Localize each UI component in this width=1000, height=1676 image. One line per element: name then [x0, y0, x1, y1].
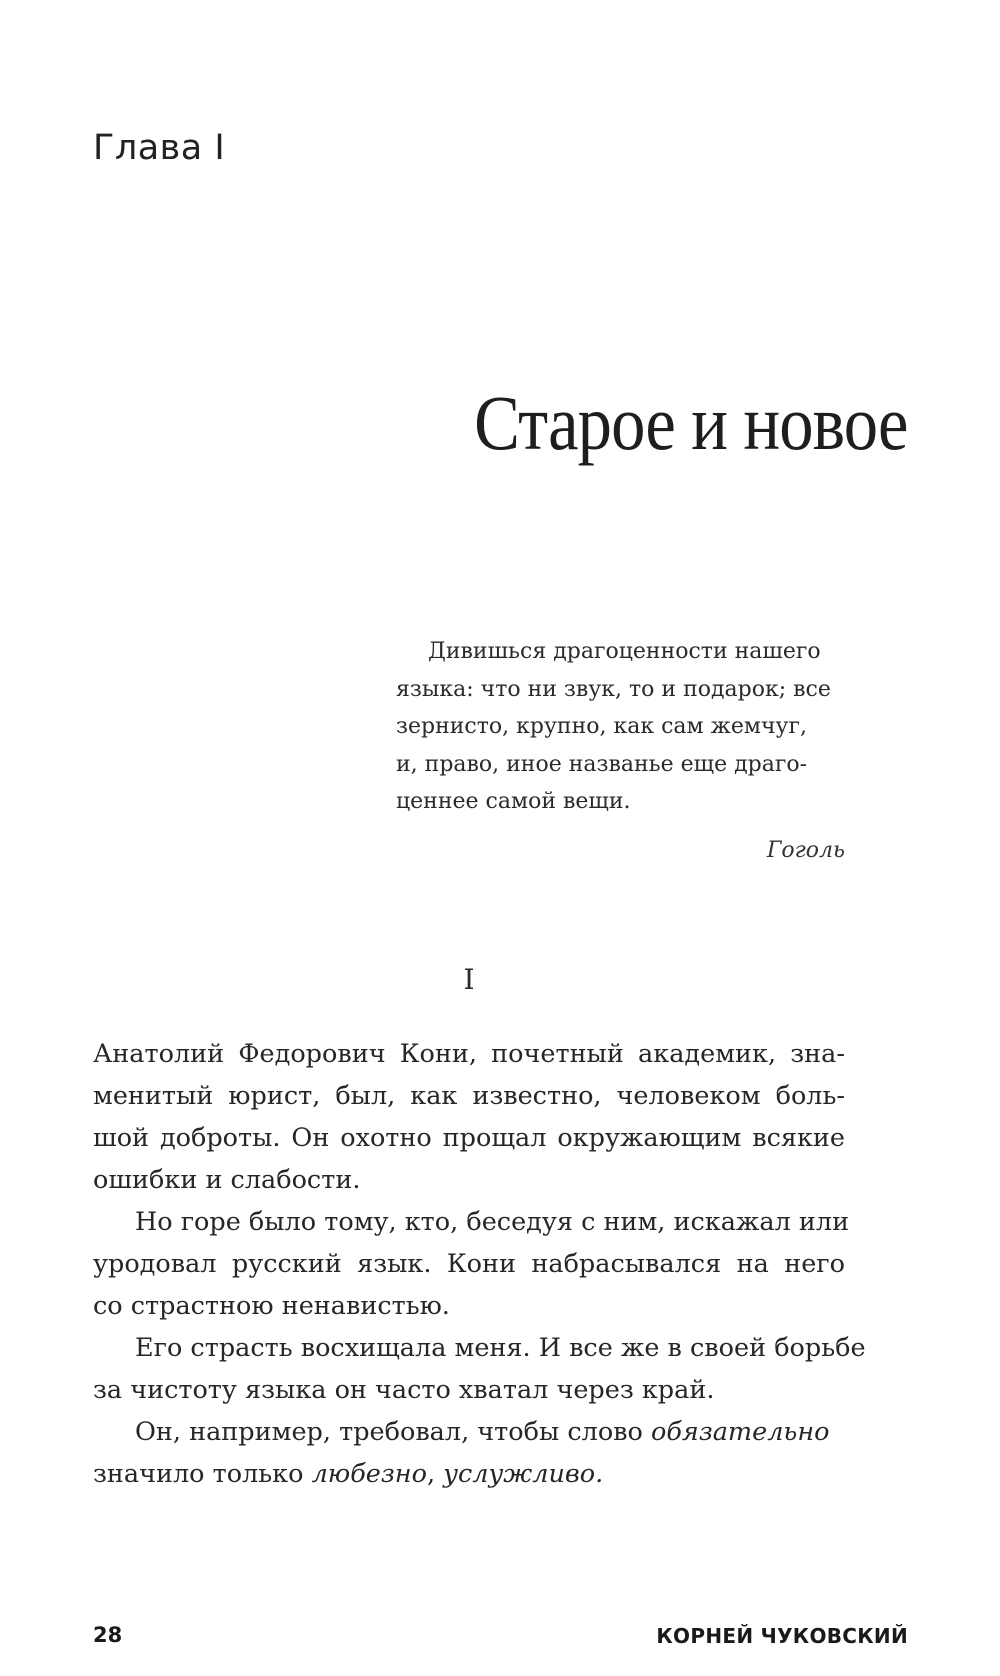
paragraph [93, 1033, 845, 1201]
text-line: за чистоту языка он часто хватал через край. [93, 1375, 715, 1405]
epigraph [396, 633, 846, 821]
body-text [93, 1033, 866, 1495]
page-number: 28 [93, 1623, 123, 1647]
italic-word: любезно [311, 1459, 427, 1489]
section-number: I [463, 963, 475, 996]
chapter-label: Глава I [93, 128, 226, 168]
epigraph-author: Гоголь [766, 838, 845, 863]
chapter-title: Старое и новое [474, 379, 908, 466]
italic-word: услужливо. [443, 1459, 604, 1489]
text-line: Но горе было тому, кто, беседуя с ним, искажал или [135, 1207, 850, 1237]
text-line: Его страсть восхищала меня. И все же в своей борьбе [135, 1333, 866, 1363]
paragraph [93, 1201, 850, 1327]
epigraph-line: и, право, иное названье еще драго- [396, 751, 808, 777]
text-line: ошибки и слабости. [93, 1165, 361, 1195]
epigraph-line: Дивишься драгоценности нашего [428, 639, 821, 664]
italic-word: обязательно [651, 1417, 830, 1447]
text-run: , [426, 1459, 444, 1489]
paragraph [93, 1327, 866, 1411]
paragraph [93, 1411, 845, 1495]
text-line: Анатолий Федорович Кони, почетный академик, зна- [93, 1039, 845, 1069]
text-run: Он, например, требовал, чтобы слово [135, 1417, 652, 1447]
text-line: уродовал русский язык. Кони набрасывался на него [93, 1249, 845, 1279]
epigraph-text [396, 633, 846, 821]
running-footer-author: КОРНЕЙ ЧУКОВСКИЙ [656, 1624, 908, 1648]
epigraph-line: языка: что ни звук, то и подарок; все [396, 676, 831, 702]
text-line: менитый юрист, был, как известно, человеком боль- [93, 1081, 845, 1111]
text-line [93, 1411, 845, 1453]
text-line: со страстною ненавистью. [93, 1291, 450, 1321]
text-line: шой доброты. Он охотно прощал окружающим всякие [93, 1123, 845, 1153]
text-run: значило только [93, 1459, 312, 1489]
text-line [93, 1453, 845, 1495]
epigraph-line: ценнее самой вещи. [396, 789, 631, 814]
epigraph-line: зернисто, крупно, как сам жемчуг, [396, 714, 808, 739]
